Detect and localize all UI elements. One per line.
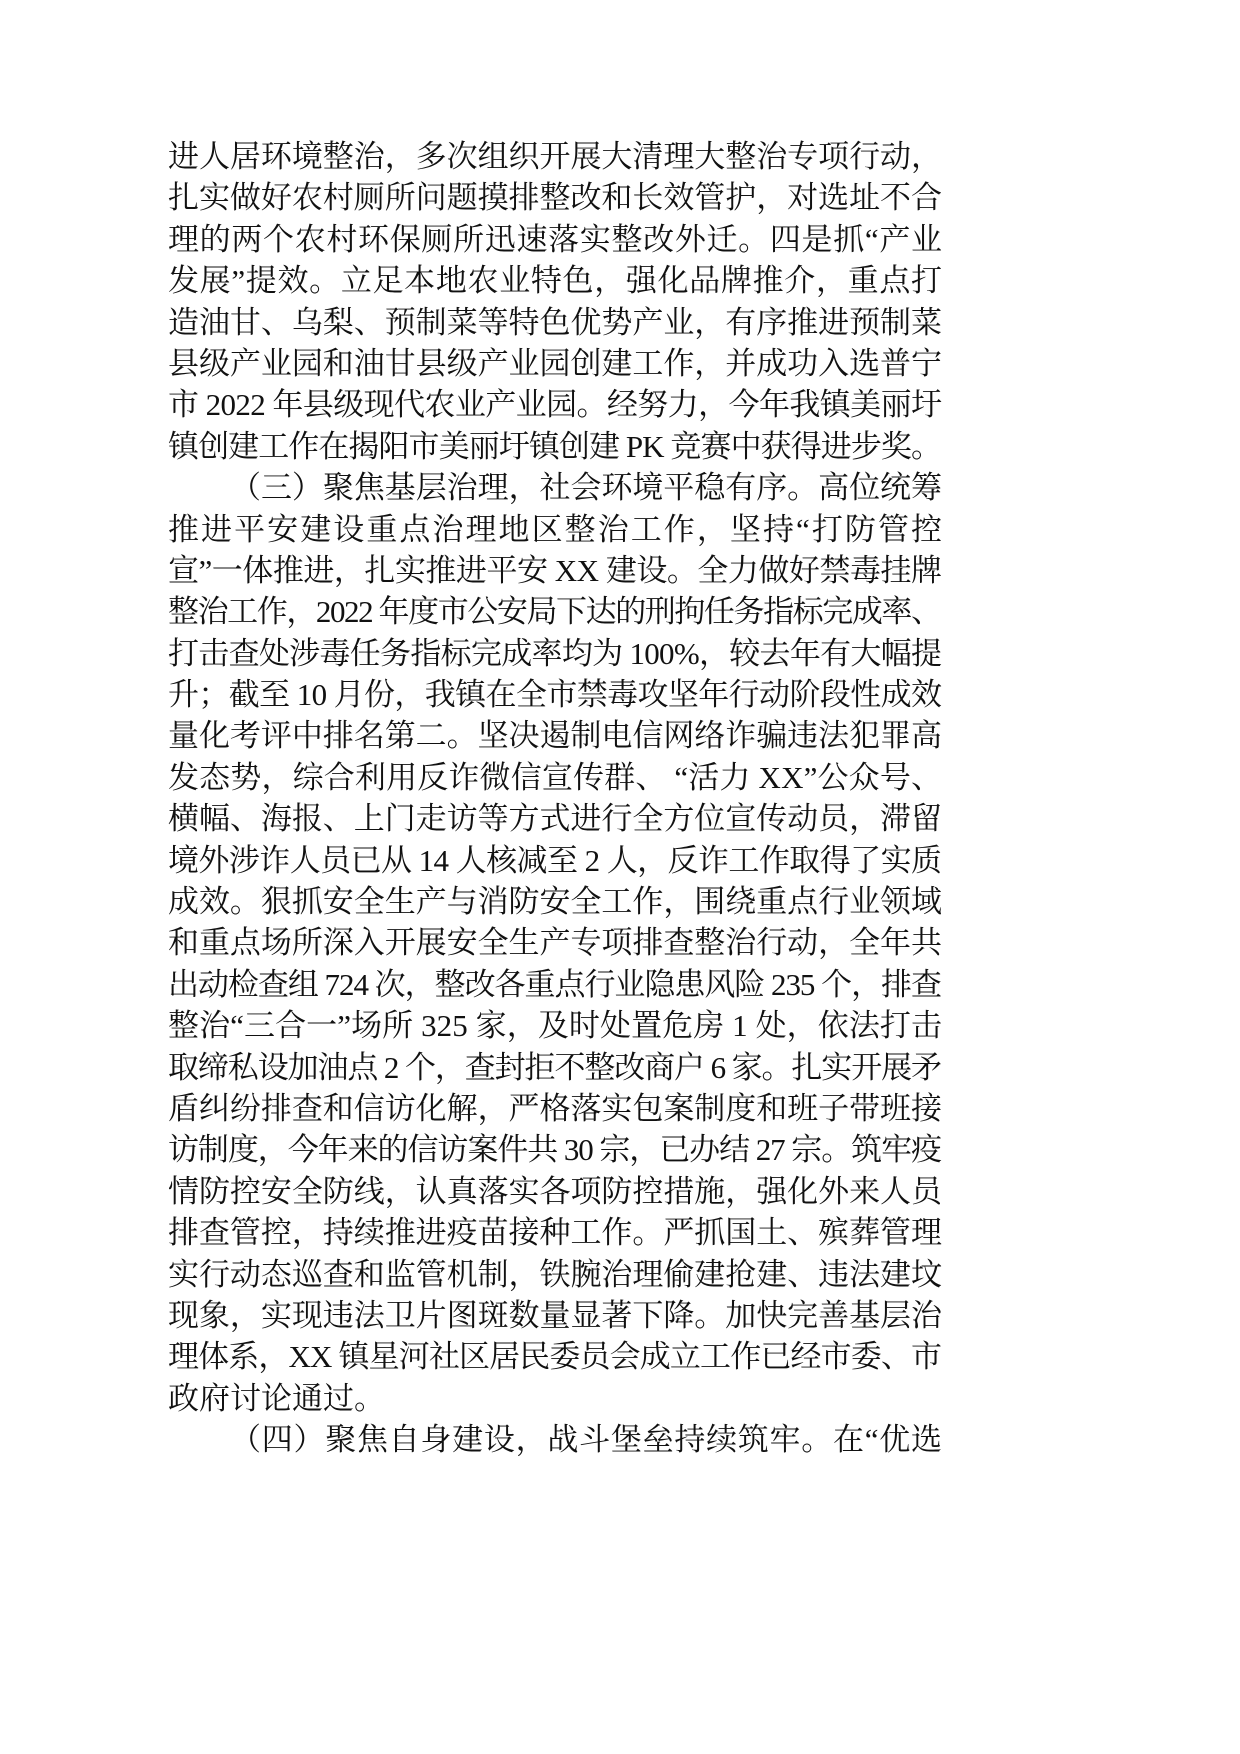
text-line bbox=[168, 840, 942, 881]
text-line-content: 镇创建工作在揭阳市美丽圩镇创建 PK 竞赛中获得进步奖。 bbox=[168, 428, 942, 464]
text-line-content: 境外涉诈人员已从 14 人核减至 2 人，反诈工作取得了实质 bbox=[168, 842, 942, 878]
text-line-content: 排查管控，持续推进疫苗接种工作。严抓国土、殡葬管理 bbox=[168, 1215, 942, 1251]
text-line-content: 宣”一体推进，扎实推进平安 XX 建设。全力做好禁毒挂牌 bbox=[168, 552, 942, 588]
text-line-content: 出动检查组 724 次，整改各重点行业隐患风险 235 个，排查 bbox=[168, 966, 941, 1002]
text-line bbox=[168, 922, 942, 963]
text-line-content: 和重点场所深入开展安全生产专项排查整治行动，全年共 bbox=[168, 925, 942, 961]
text-line-content: （三）聚焦基层治理，社会环境平稳有序。高位统筹 bbox=[230, 470, 942, 506]
text-line-content: 县级产业园和油甘县级产业园创建工作，并成功入选普宁 bbox=[168, 345, 942, 381]
text-line-content: 发展”提效。立足本地农业特色，强化品牌推介，重点打 bbox=[168, 263, 943, 299]
text-line bbox=[168, 1005, 942, 1046]
text-line bbox=[168, 1295, 942, 1336]
text-line bbox=[168, 550, 942, 591]
text-line-content: 取缔私设加油点 2 个，查封拒不整改商户 6 家。扎实开展矛 bbox=[168, 1049, 941, 1085]
paragraph-section-four bbox=[168, 1419, 942, 1460]
text-line-content: 理体系，XX 镇星河社区居民委员会成立工作已经市委、市 bbox=[168, 1339, 942, 1375]
text-line bbox=[168, 674, 942, 715]
text-line-content: 访制度，今年来的信访案件共 30 宗，已办结 27 宗。筑牢疫 bbox=[168, 1132, 941, 1168]
text-line bbox=[168, 384, 942, 425]
text-line bbox=[168, 302, 942, 343]
text-line-content: 市 2022 年县级现代农业产业园。经努力，今年我镇美丽圩 bbox=[168, 387, 942, 423]
text-line-content: 情防控安全防线，认真落实各项防控措施，强化外来人员 bbox=[168, 1173, 942, 1209]
text-line bbox=[168, 260, 942, 301]
paragraph-continued bbox=[168, 136, 942, 467]
text-line-content: 量化考评中排名第二。坚决遏制电信网络诈骗违法犯罪高 bbox=[168, 718, 942, 754]
text-line-content: （四）聚焦自身建设，战斗堡垒持续筑牢。在“优选 bbox=[230, 1422, 943, 1458]
text-line bbox=[168, 1212, 942, 1253]
text-line-content: 造油甘、乌梨、预制菜等特色优势产业，有序推进预制菜 bbox=[168, 304, 942, 340]
text-line bbox=[168, 1254, 942, 1295]
text-line-content: 盾纠纷排查和信访化解，严格落实包案制度和班子带班接 bbox=[168, 1090, 942, 1126]
text-line bbox=[168, 1088, 942, 1129]
text-line bbox=[168, 1171, 942, 1212]
document-body bbox=[168, 136, 945, 1461]
text-line-content: 扎实做好农村厕所问题摸排整改和长效管护，对选址不合 bbox=[168, 180, 942, 216]
text-line bbox=[168, 509, 945, 550]
text-line-content: 推进平安建设重点治理地区整治工作，坚持“打防管控 bbox=[168, 511, 945, 547]
text-line-content: 整治“三合一”场所 325 家，及时处置危房 1 处，依法打击 bbox=[168, 1008, 943, 1044]
section-heading-line bbox=[168, 467, 942, 508]
text-line bbox=[168, 1047, 942, 1088]
text-line bbox=[168, 964, 942, 1005]
text-line bbox=[168, 633, 942, 674]
text-line-content: 现象，实现违法卫片图斑数量显著下降。加快完善基层治 bbox=[168, 1297, 942, 1333]
text-line bbox=[168, 715, 942, 756]
text-line bbox=[168, 219, 942, 260]
text-line bbox=[168, 426, 942, 467]
text-line-content: 成效。狠抓安全生产与消防安全工作，围绕重点行业领域 bbox=[168, 884, 942, 920]
text-line-content: 发态势，综合利用反诈微信宣传群、 “活力 XX”公众号、 bbox=[168, 759, 943, 795]
text-line bbox=[168, 177, 942, 218]
text-line bbox=[168, 757, 942, 798]
text-line bbox=[168, 591, 942, 632]
text-line bbox=[168, 798, 942, 839]
text-line-content: 实行动态巡查和监管机制，铁腕治理偷建抢建、违法建坟 bbox=[168, 1256, 942, 1292]
text-line bbox=[168, 1336, 942, 1377]
text-line-content: 打击查处涉毒任务指标完成率均为 100%，较去年有大幅提 bbox=[168, 635, 942, 671]
text-line-content: 升；截至 10 月份，我镇在全市禁毒攻坚年行动阶段性成效 bbox=[168, 677, 942, 713]
text-line bbox=[168, 881, 942, 922]
text-line-last bbox=[168, 1378, 942, 1419]
text-line-content: 横幅、海报、上门走访等方式进行全方位宣传动员，滞留 bbox=[168, 801, 942, 837]
text-line bbox=[168, 343, 942, 384]
text-line-content: 政府讨论通过。 bbox=[168, 1380, 385, 1416]
text-line bbox=[168, 136, 942, 177]
text-line-content: 整治工作，2022 年度市公安局下达的刑拘任务指标完成率、 bbox=[168, 594, 941, 630]
text-line bbox=[168, 1129, 942, 1170]
text-line-content: 理的两个农村环保厕所迅速落实整改外迁。四是抓“产业 bbox=[168, 221, 943, 257]
text-line-content: 进人居环境整治，多次组织开展大清理大整治专项行动， bbox=[168, 139, 942, 174]
section-heading-line bbox=[168, 1419, 942, 1460]
paragraph-section-three bbox=[168, 467, 945, 1419]
